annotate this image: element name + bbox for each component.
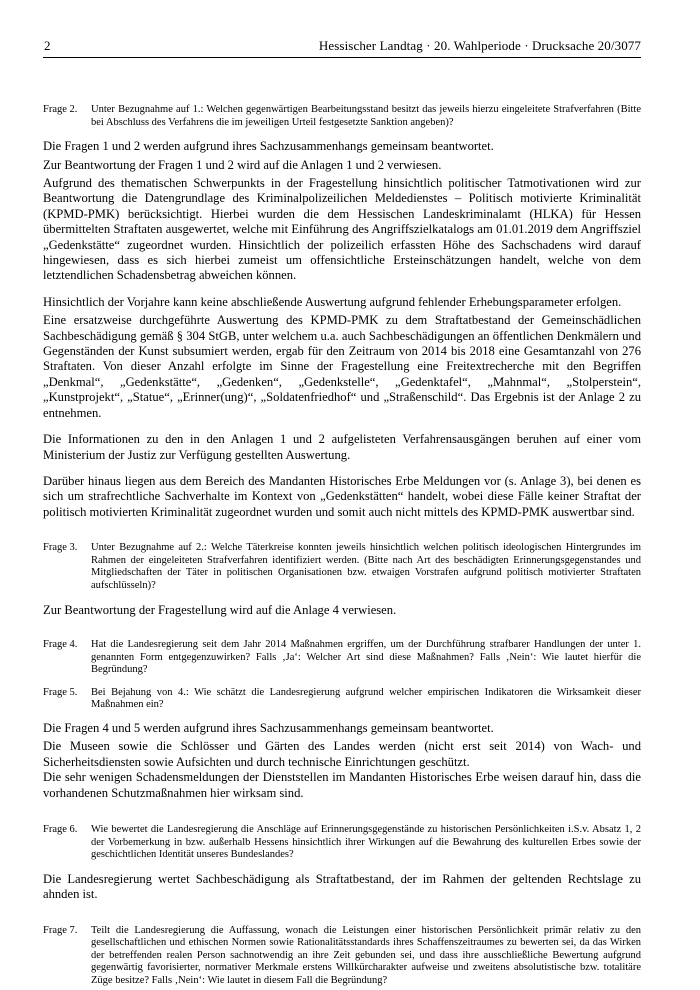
page-number: 2 <box>44 38 51 53</box>
answer-paragraph: Die Landesregierung wertet Sachbeschädigung als Straftatbestand, der im Rahmen der geltenden Rechtslage zu ahnden ist. <box>43 871 641 902</box>
answer-paragraph: Die Fragen 4 und 5 werden aufgrund ihres Sachzusammenhangs gemeinsam beantwortet. <box>43 720 494 735</box>
answer-paragraph: Zur Beantwortung der Fragen 1 und 2 wird auf die Anlagen 1 und 2 verwiesen. <box>43 157 442 172</box>
answer-paragraph: Die Museen sowie die Schlösser und Gärten des Landes werden (nicht erst seit 2014) von Wach- und Sicherheitsdiensten sowie Aufsichten und durch technische Einrichtungen geschützt. <box>43 739 641 769</box>
question-text: Unter Bezugnahme auf 1.: Welchen gegenwärtigen Bearbeitungsstand besitzt das jeweils hierzu eingeleitete Strafverfahren (Bitte bei Abschluss des Verfahrens die im jeweiligen Urteil festgesetzte Sanktion angeben)? <box>91 104 641 128</box>
question-3 <box>43 542 641 592</box>
question-text: Bei Bejahung von 4.: Wie schätzt die Landesregierung aufgrund welcher empirischen Indikatoren die Wirksamkeit dieser Maßnahmen ein? <box>91 686 641 711</box>
question-label: Frage 7. <box>43 924 78 936</box>
running-title: Hessischer Landtag · 20. Wahlperiode · Drucksache 20/3077 <box>318 38 641 53</box>
question-5 <box>43 687 641 712</box>
question-label: Frage 4. <box>43 638 78 650</box>
question-text: Teilt die Landesregierung die Auffassung, wonach die Leistungen einer historischen Persönlichkeit primär relativ zu den gesellschaftlichen und ethischen Normen sowie Rationalitätsstandards ihres Schaffenszeitraumes zu bewerten sei, da das Wirken der betreffenden realen Person sachnotwendig an ihre Zeit gebunden sei, und dass ihre ausschließliche Bewertung aufgrund gegenwärtig favorisierter, normativer Merkmale erstens Willkürcharakter aufweise und zweitens absolutistische bzw. totalitäre Züge besitze? Falls ‚Nein‘: Wie lautet in diesem Fall die Begründung? <box>91 924 641 986</box>
question-label: Frage 5. <box>43 686 78 698</box>
question-6 <box>43 824 641 862</box>
question-label: Frage 3. <box>43 542 78 554</box>
answer-paragraph: Die sehr wenigen Schadensmeldungen der Dienststellen im Mandanten Historisches Erbe weisen darauf hin, dass die vorhandenen Schutzmaßnahmen hier wirksam sind. <box>43 770 641 800</box>
answer-paragraph: Eine ersatzweise durchgeführte Auswertung des KPMD-PMK zu dem Straftatbestand der Gemeinschädlichen Sachbeschädigung gemäß § 304 StGB, unter welchem u.a. auch Sachbeschädigungen an öffentlichen Denkmälern und Gegenständen der Kunst subsumiert werden, ergab für den Zeitraum von 2014 bis 2018 eine Gesamtanzahl von 276 Straftaten. Von dieser Anzahl erfolgte im Sinne der Fragestellung eine Freitextrecherche mit den Begriffen „Denkmal“, „Gedenkstätte“, „Gedenken“, „Gedenkstelle“, „Gedenktafel“, „Mahnmal“, „Stolperstein“, „Kunstprojekt“, „Statue“, „Erinner(ung)“, „Soldatenfriedhof“ und „Straßenschild“. Das Ergebnis ist der Anlage 2 zu entnehmen. <box>43 313 641 420</box>
answer-paragraph: Zur Beantwortung der Fragestellung wird auf die Anlage 4 verwiesen. <box>43 602 397 617</box>
question-2 <box>43 104 641 129</box>
question-text: Unter Bezugnahme auf 2.: Welche Täterkreise konnten jeweils hinsichtlich welchen politisch ideologischen Hintergrundes im Rahmen der eingeleiteten Strafverfahren identifiziert werden. (Bitte nach Art des beschädigten Erinnerungsgegenstandes und Mitgliedschaften der Täter in politischen Organisationen bzw. etwaigen Vorstrafen aufgrund politisch motivierter Straftaten aufschlüsseln)? <box>91 542 641 591</box>
answer-paragraph: Hinsichtlich der Vorjahre kann keine abschließende Auswertung aufgrund fehlender Erhebungsparameter erfolgen. <box>43 294 622 309</box>
answer-paragraph: Darüber hinaus liegen aus dem Bereich des Mandanten Historisches Erbe Meldungen vor (s. Anlage 3), bei denen es sich um strafrechtliche Sachverhalte im Kontext von „Gedenkstätten“ handelt, wobei diese Fälle keiner Straftat der politisch motivierten Kriminalität zugeordnet wurden und somit auch nicht mittels des KPMD-PMK auswertbar sind. <box>43 473 641 519</box>
question-text: Wie bewertet die Landesregierung die Anschläge auf Erinnerungsgegenstände zu historischen Persönlichkeiten i.S.v. Absatz 1, 2 der Vorbemerkung in bzw. außerhalb Hessens hinsichtlich ihrer Wirkungen auf die Bewahrung des kulturellen Erbes sowie der geschichtlichen Identität unseres Bundeslandes? <box>91 823 641 861</box>
question-label: Frage 6. <box>43 823 78 835</box>
question-7 <box>43 925 641 988</box>
answer-paragraph: Die Fragen 1 und 2 werden aufgrund ihres Sachzusammenhangs gemeinsam beantwortet. <box>43 139 494 154</box>
question-label: Frage 2. <box>43 104 78 115</box>
question-4 <box>43 639 641 677</box>
page-header <box>43 38 641 58</box>
answer-paragraph: Aufgrund des thematischen Schwerpunkts in der Fragestellung hinsichtlich politischer Tatmotivationen wird zur Beantwortung die Datengrundlage des Kriminalpolizeilichen Meldedienstes – Politisch motivierte Kriminalität (KPMD-PMK) berücksichtigt. Hierbei wurden die dem Hessischen Landeskriminalamt (HLKA) für Hessen übermittelten Straftaten ausgewertet, welche mit Einführung des Angriffszielkatalogs am 01.01.2019 dem Angriffsziel „Gedenkstätte“ zugeordnet wurden. Hinsichtlich der polizeilich erfassten Höhe des Sachschadens wird darauf hingewiesen, dass es sich hierbei zumeist um offensichtliche Ersteinschätzungen handelt, welche von dem letztendlichen Schadensbetrag abweichen können. <box>43 176 641 283</box>
document-page <box>43 38 641 987</box>
question-text: Hat die Landesregierung seit dem Jahr 2014 Maßnahmen ergriffen, um der Durchführung strafbarer Handlungen der unter 1. genannten Form entgegenzuwirken? Falls ‚Ja‘: Welcher Art sind diese Maßnahmen? Falls ‚Nein‘: Wie lautet hierfür die Begründung? <box>91 638 641 676</box>
answer-paragraph: Die Informationen zu den in den Anlagen 1 und 2 aufgelisteten Verfahrensausgängen beruhen auf einer vom Ministerium der Justiz zur Verfügung gestellten Auswertung. <box>43 432 641 462</box>
